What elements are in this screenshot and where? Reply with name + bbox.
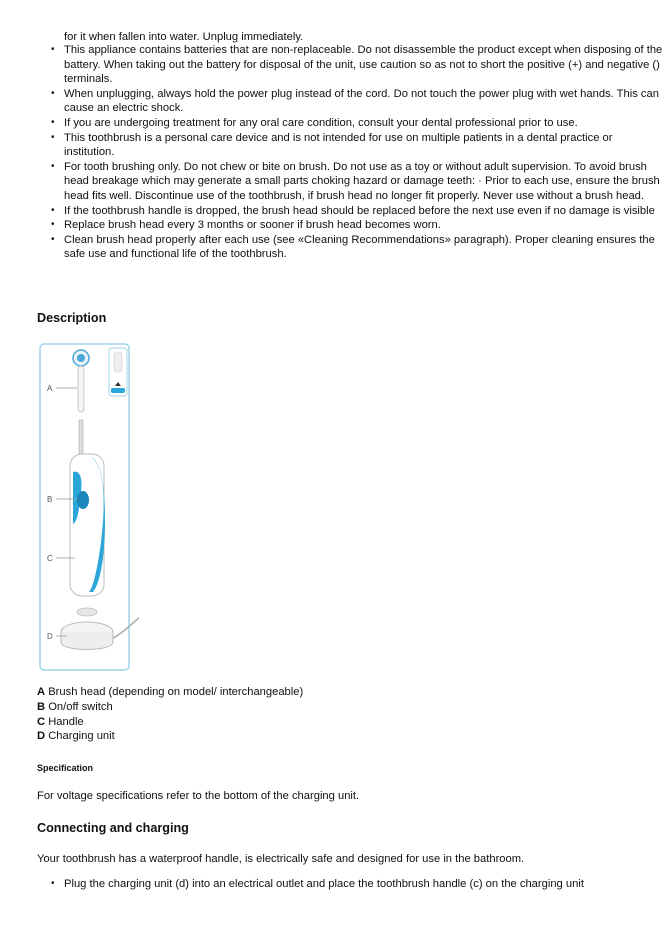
toothbrush-diagram <box>37 342 139 672</box>
safety-item: • For tooth brushing only. Do not chew or bite on brush. Do not use as a toy or without adult supervision. To avoid brush head breakage which may generate a small parts choking hazard or damage teeth: · Prior to each use, ensure the brush head fits well. Discontinue use of the toothbrush, if brush head no longer fit properly. Never use without a brush head. <box>64 160 662 204</box>
figure-label-c: C <box>47 554 53 563</box>
inset-head <box>114 352 122 372</box>
charger-cord <box>113 618 139 638</box>
figure-label-d: D <box>47 632 53 641</box>
safety-item: • Clean brush head properly after each use (see «Cleaning Recommendations» paragraph). Proper cleaning ensures the safe use and functional life of the toothbrush. <box>64 233 662 262</box>
description-heading: Description <box>37 311 107 325</box>
figure-label-a: A <box>47 384 53 393</box>
parts-list <box>37 685 303 744</box>
specification-text: For voltage specifications refer to the bottom of the charging unit. <box>37 790 360 802</box>
part-item <box>37 729 303 744</box>
brush-head-center <box>77 354 85 362</box>
safety-item: • Replace brush head every 3 months or sooner if brush head becomes worn. <box>64 218 662 233</box>
specification-heading: Specification <box>37 763 94 773</box>
safety-item: • If you are undergoing treatment for any oral care condition, consult your dental professional prior to use. <box>64 116 662 131</box>
part-letter: C <box>37 715 46 728</box>
part-text: Charging unit <box>45 730 115 743</box>
part-item <box>37 685 303 700</box>
connecting-heading: Connecting and charging <box>37 821 189 835</box>
connecting-item: • Plug the charging unit (d) into an electrical outlet and place the toothbrush handle (c) on the charging unit <box>64 877 662 892</box>
safety-item: • If the toothbrush handle is dropped, the brush head should be replaced before the next use even if no damage is visible <box>64 204 662 219</box>
figure-label-b: B <box>47 495 53 504</box>
safety-item: • This toothbrush is a personal care device and is not intended for use on multiple patients in a dental practice or institution. <box>64 131 662 160</box>
part-letter: B <box>37 700 46 713</box>
connecting-intro: Your toothbrush has a waterproof handle, is electrically safe and designed for use in the bathroom. <box>37 853 525 865</box>
inset-base <box>111 388 125 393</box>
power-switch <box>77 491 89 509</box>
brush-head-neck <box>78 366 84 412</box>
part-item <box>37 715 303 730</box>
safety-item: • When unplugging, always hold the power plug instead of the cord. Do not touch the power plug with wet hands. This can cause an electric shock. <box>64 87 662 116</box>
charger-post <box>77 608 97 616</box>
part-text: On/off switch <box>45 700 113 713</box>
part-item <box>37 700 303 715</box>
toothbrush-illustration <box>37 342 139 672</box>
charger-base <box>61 632 113 650</box>
connecting-list <box>37 877 662 892</box>
part-letter: A <box>37 686 46 698</box>
brush-shaft <box>79 420 83 456</box>
part-letter: D <box>37 730 46 743</box>
continued-safety-text: for it when fallen into water. Unplug immediately. <box>64 31 304 43</box>
part-text: Handle <box>45 715 84 728</box>
safety-list <box>37 43 662 262</box>
safety-item: • This appliance contains batteries that are non-replaceable. Do not disassemble the product except when disposing of the battery. When taking out the battery for disposal of the unit, use caution so as not to short the positive (+) and negative () terminals. <box>64 43 662 87</box>
part-text: Brush head (depending on model/ interchangeable) <box>45 686 304 698</box>
